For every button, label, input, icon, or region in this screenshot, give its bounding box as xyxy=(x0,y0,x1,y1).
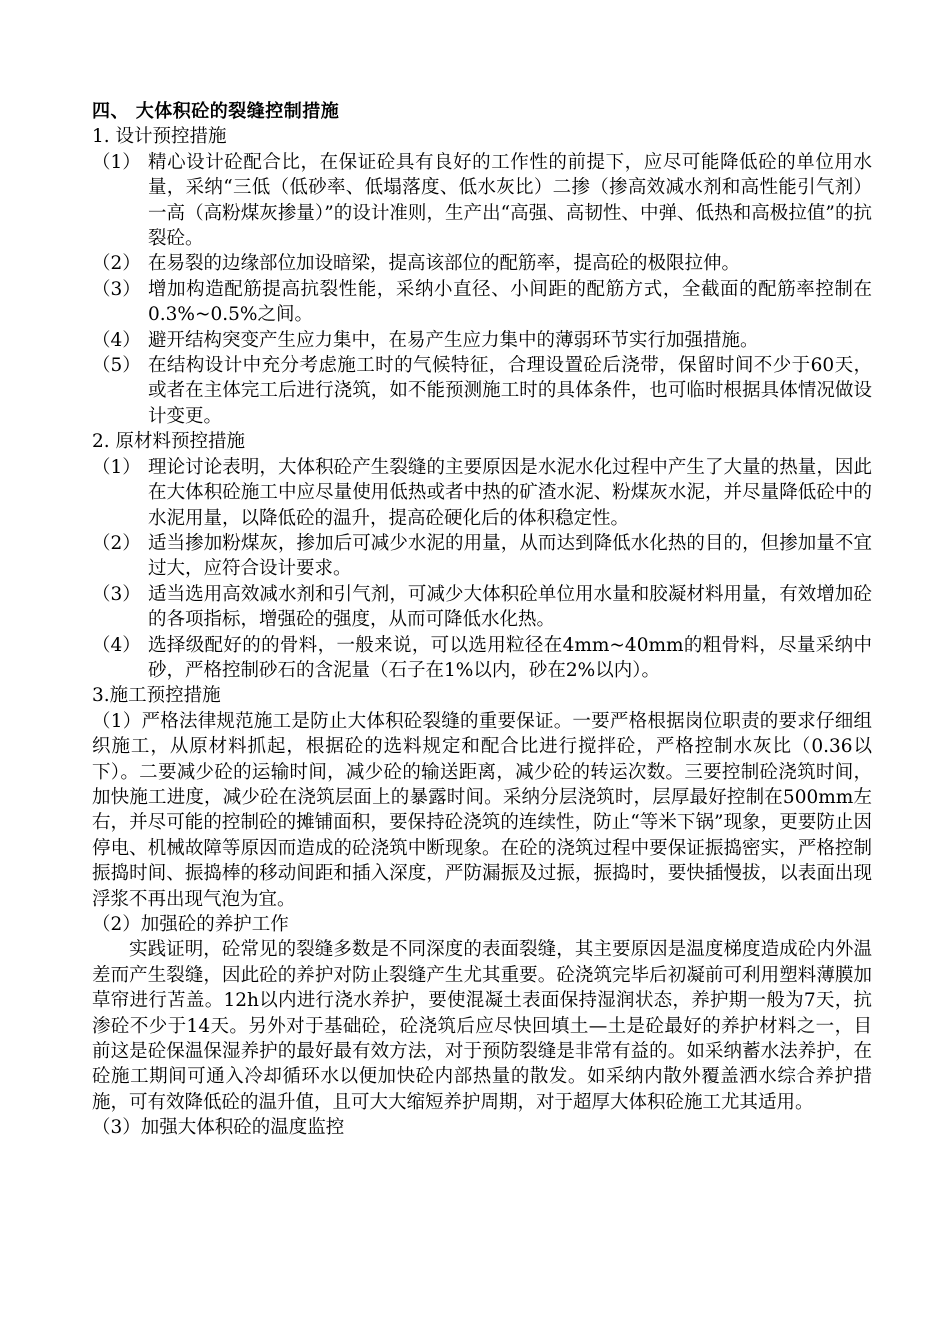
list-item xyxy=(92,531,872,582)
item-number: （1） xyxy=(92,456,141,478)
section-3-heading: 3.施工预控措施 xyxy=(92,685,221,707)
list-item xyxy=(92,455,872,531)
item-text: 选择级配好的的骨料，一般来说，可以选用粒径在4mm~40mm的粗骨料，尽量采纳中砂，严格控制砂石的含泥量（石子在1%以内，砂在2%以内）。 xyxy=(148,634,872,681)
list-item xyxy=(92,150,872,252)
item-text: 适当选用高效减水剂和引气剂，可减少大体积砼单位用水量和胶凝材料用量，有效增加砼的各项指标，增强砼的强度，从而可降低水化热。 xyxy=(148,583,872,631)
item-text: 在结构设计中充分考虑施工时的气候特征，合理设置砼后浇带，保留时间不少于60天，或者在主体完工后进行浇筑，如不能预测施工时的具体条件，也可临时根据具体情况做设计变更。 xyxy=(148,355,872,427)
item-number: （2） xyxy=(92,532,141,554)
list-item xyxy=(92,277,872,328)
list-item xyxy=(92,633,872,684)
paragraph-curing: 实践证明，砼常见的裂缝多数是不同深度的表面裂缝，其主要原因是温度梯度造成砼内外温差而产生裂缝，因此砼的养护对防止裂缝产生尤其重要。砼浇筑完毕后初凝前可利用塑料薄膜加草帘进行苫盖。12h以内进行浇水养护，要使混凝土表面保持湿润状态，养护期一般为7天，抗渗砼不少于14天。另外对于基础砼，砼浇筑后应尽快回填土—土是砼最好的养护材料之一，目前这是砼保温保湿养护的最好最有效方法，对于预防裂缝是非常有益的。如采纳蓄水法养护，在砼施工期间可通入冷却循环水以便加快砼内部热量的散发。如采纳内散外覆盖洒水综合养护措施，可有效降低砼的温升值，且可大大缩短养护周期，对于超厚大体积砼施工尤其适用。 xyxy=(92,939,872,1113)
item-text: 理论讨论表明，大体积砼产生裂缝的主要原因是水泥水化过程中产生了大量的热量，因此在大体积砼施工中应尽量使用低热或者中热的矿渣水泥、粉煤灰水泥，并尽量降低砼中的水泥用量，以降低砼的温升，提高砼硬化后的体积稳定性。 xyxy=(148,456,872,529)
item-text: 适当掺加粉煤灰，掺加后可减少水泥的用量，从而达到降低水化热的目的，但掺加量不宜过大，应符合设计要求。 xyxy=(148,532,872,580)
temperature-monitoring-subheading: （3）加强大体积砼的温度监控 xyxy=(92,1117,345,1139)
item-number: （5） xyxy=(92,355,141,377)
section-2-heading: 2. 原材料预控措施 xyxy=(92,431,246,453)
list-item xyxy=(92,582,872,633)
item-number: （3） xyxy=(92,583,141,605)
list-item xyxy=(92,251,872,276)
item-number: （2） xyxy=(92,253,141,275)
list-item xyxy=(92,353,872,429)
item-text: 增加构造配筋提高抗裂性能，采纳小直径、小间距的配筋方式，全截面的配筋率控制在0.3%~0.5%之间。 xyxy=(148,278,872,326)
item-number: （4） xyxy=(92,329,141,351)
item-text: 避开结构突变产生应力集中，在易产生应力集中的薄弱环节实行加强措施。 xyxy=(148,329,759,351)
item-number: （4） xyxy=(92,634,141,656)
item-number: （3） xyxy=(92,278,141,300)
paragraph-construction-standards: （1）严格法律规范施工是防止大体积砼裂缝的重要保证。一要严格根据岗位职责的要求仔细组织施工，从原材料抓起，根据砼的选料规定和配合比进行搅拌砼，严格控制水灰比（0.36以下）。二要减少砼的运输时间，减少砼的输送距离，减少砼的转运次数。三要控制砼浇筑时间，加快施工进度，减少砼在浇筑层面上的暴露时间。采纳分层浇筑时，层厚最好控制在500mm左右，并尽可能的控制砼的摊铺面积，要保持砼浇筑的连续性，防止“等米下锅”现象，更要防止因停电、机械故障等原因而造成的砼浇筑中断现象。在砼的浇筑过程中要保证振捣密实，严格控制振捣时间、振捣棒的移动间距和插入深度，严防漏振及过振，振捣时，要快插慢拔，以表面出现浮浆不再出现气泡为宜。 xyxy=(92,710,872,910)
list-item xyxy=(92,328,872,353)
item-text: 精心设计砼配合比，在保证砼具有良好的工作性的前提下，应尽可能降低砼的单位用水量，采纳“三低（低砂率、低塌落度、低水灰比）二掺（掺高效减水剂和高性能引气剂）一高（高粉煤灰掺量）”的设计准则，生产出“高强、高韧性、中弹、低热和高极拉值”的抗裂砼。 xyxy=(148,151,872,250)
document-title: 四、 大体积砼的裂缝控制措施 xyxy=(92,101,340,122)
item-text: 在易裂的边缘部位加设暗梁，提高该部位的配筋率，提高砼的极限拉伸。 xyxy=(148,253,741,275)
curing-subheading: （2）加强砼的养护工作 xyxy=(92,914,289,935)
item-number: （1） xyxy=(92,151,141,173)
section-1-heading: 1. 设计预控措施 xyxy=(92,126,227,148)
document-page xyxy=(92,99,872,1141)
